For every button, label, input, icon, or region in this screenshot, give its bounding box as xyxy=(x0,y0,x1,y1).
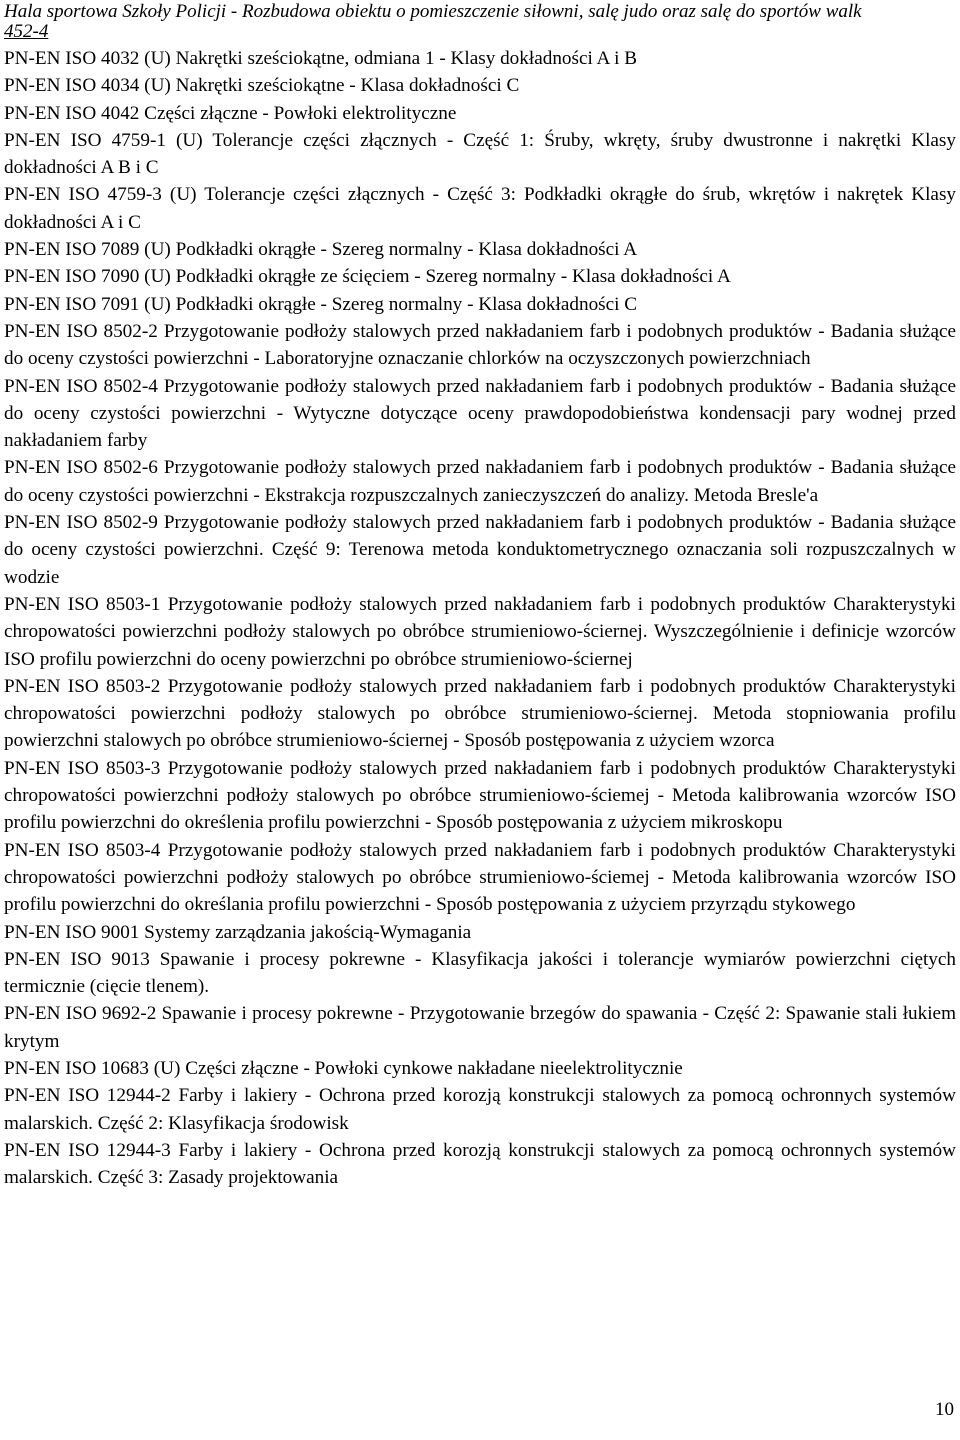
standard-entry-8502-4: PN-EN ISO 8502-4 Przygotowanie podłoży stalowych przed nakładaniem farb i podobnych produktów - Badania służące do oceny czystości powierzchni - Wytyczne dotyczące oceny prawdopodobieństwa kondensacji pary wodnej przed nakładaniem farby xyxy=(4,375,956,452)
standard-entry-8502-2: PN-EN ISO 8502-2 Przygotowanie podłoży stalowych przed nakładaniem farb i podobnych produktów - Badania służące do oceny czystości powierzchni - Laboratoryjne oznaczanie chlorków na oczyszczonych powierzchniach xyxy=(4,320,956,370)
standards-list xyxy=(4,45,956,1191)
standard-entry-4034: PN-EN ISO 4034 (U) Nakrętki sześciokątne - Klasa dokładności C xyxy=(4,75,520,97)
standard-entry-4042: PN-EN ISO 4042 Części złączne - Powłoki elektrolityczne xyxy=(4,102,457,124)
standard-entry-9001: PN-EN ISO 9001 Systemy zarządzania jakością-Wymagania xyxy=(4,921,472,943)
standard-entry-4759-1: PN-EN ISO 4759-1 (U) Tolerancje części złącznych - Część 1: Śruby, wkręty, śruby dwustronne i nakrętki Klasy dokładności A B i C xyxy=(4,129,956,179)
standard-entry-9013: PN-EN ISO 9013 Spawanie i procesy pokrewne - Klasyfikacja jakości i tolerancje wymiarów powierzchni ciętych termicznie (cięcie tlenem). xyxy=(4,948,956,998)
standard-entry-8503-1: PN-EN ISO 8503-1 Przygotowanie podłoży stalowych przed nakładaniem farb i podobnych produktów Charakterystyki chropowatości powierzchni podłoży stalowych po obróbce strumieniowo-ściernej. Wyszczególnienie i definicje wzorców ISO profilu powierzchni do oceny powierzchni po obróbce strumieniowo-ściernej xyxy=(4,593,956,670)
standard-entry-8503-2: PN-EN ISO 8503-2 Przygotowanie podłoży stalowych przed nakładaniem farb i podobnych produktów Charakterystyki chropowatości powierzchni podłoży stalowych po obróbce strumieniowo-ściernej. Metoda stopniowania profilu powierzchni stalowych po obróbce strumieniowo-ściernej - Sposób postępowania z użyciem wzorca xyxy=(4,675,956,752)
standard-entry-8502-6: PN-EN ISO 8502-6 Przygotowanie podłoży stalowych przed nakładaniem farb i podobnych produktów - Badania służące do oceny czystości powierzchni - Ekstrakcja rozpuszczalnych zanieczyszczeń do analizy. Metoda Bresle'a xyxy=(4,457,956,506)
standard-entry-8502-9: PN-EN ISO 8502-9 Przygotowanie podłoży stalowych przed nakładaniem farb i podobnych produktów - Badania służące do oceny czystości powierzchni. Część 9: Terenowa metoda konduktometrycznego oznaczania soli rozpuszczalnych w wodzie xyxy=(4,512,956,588)
standard-entry-12944-3: PN-EN ISO 12944-3 Farby i lakiery - Ochrona przed korozją konstrukcji stalowych za pomocą ochronnych systemów malarskich. Część 3: Zasady projektowania xyxy=(4,1139,956,1189)
standard-entry-7090: PN-EN ISO 7090 (U) Podkładki okrągłe ze ścięciem - Szereg normalny - Klasa dokładności A xyxy=(4,266,731,288)
standard-entry-9692-2: PN-EN ISO 9692-2 Spawanie i procesy pokrewne - Przygotowanie brzegów do spawania - Część 2: Spawanie stali łukiem krytym xyxy=(4,1003,956,1052)
standard-entry-7089: PN-EN ISO 7089 (U) Podkładki okrągłe - Szereg normalny - Klasa dokładności A xyxy=(4,239,638,261)
document-page xyxy=(4,0,956,1191)
header-subtitle: 452-4 xyxy=(4,21,49,42)
standard-entry-10683: PN-EN ISO 10683 (U) Części złączne - Powłoki cynkowe nakładane nieelektrolitycznie xyxy=(4,1057,683,1079)
standard-entry-7091: PN-EN ISO 7091 (U) Podkładki okrągłe - Szereg normalny - Klasa dokładności C xyxy=(4,293,638,315)
standard-entry-4759-3: PN-EN ISO 4759-3 (U) Tolerancje części złącznych - Część 3: Podkładki okrągłe do śrub, wkrętów i nakrętek Klasy dokładności A i C xyxy=(4,184,956,233)
header-title: Hala sportowa Szkoły Policji - Rozbudowa obiektu o pomieszczenie siłowni, salę judo oraz salę do sportów walk xyxy=(4,1,862,22)
page-number: 10 xyxy=(935,1399,954,1420)
standard-entry-4032: PN-EN ISO 4032 (U) Nakrętki sześciokątne, odmiana 1 - Klasy dokładności A i B xyxy=(4,48,638,69)
running-header xyxy=(4,0,956,42)
standard-entry-12944-2: PN-EN ISO 12944-2 Farby i lakiery - Ochrona przed korozją konstrukcji stalowych za pomocą ochronnych systemów malarskich. Część 2: Klasyfikacja środowisk xyxy=(4,1085,956,1134)
standard-entry-8503-4: PN-EN ISO 8503-4 Przygotowanie podłoży stalowych przed nakładaniem farb i podobnych produktów Charakterystyki chropowatości powierzchni podłoży stalowych po obróbce strumieniowo-ściemej - Metoda kalibrowania wzorców ISO profilu powierzchni do określania profilu powierzchni - Sposób postępowania z użyciem przyrządu stykowego xyxy=(4,839,956,916)
standard-entry-8503-3: PN-EN ISO 8503-3 Przygotowanie podłoży stalowych przed nakładaniem farb i podobnych produktów Charakterystyki chropowatości powierzchni podłoży stalowych po obróbce strumieniowo-ściemej - Metoda kalibrowania wzorców ISO profilu powierzchni do określenia profilu powierzchni - Sposób postępowania z użyciem mikroskopu xyxy=(4,757,956,834)
